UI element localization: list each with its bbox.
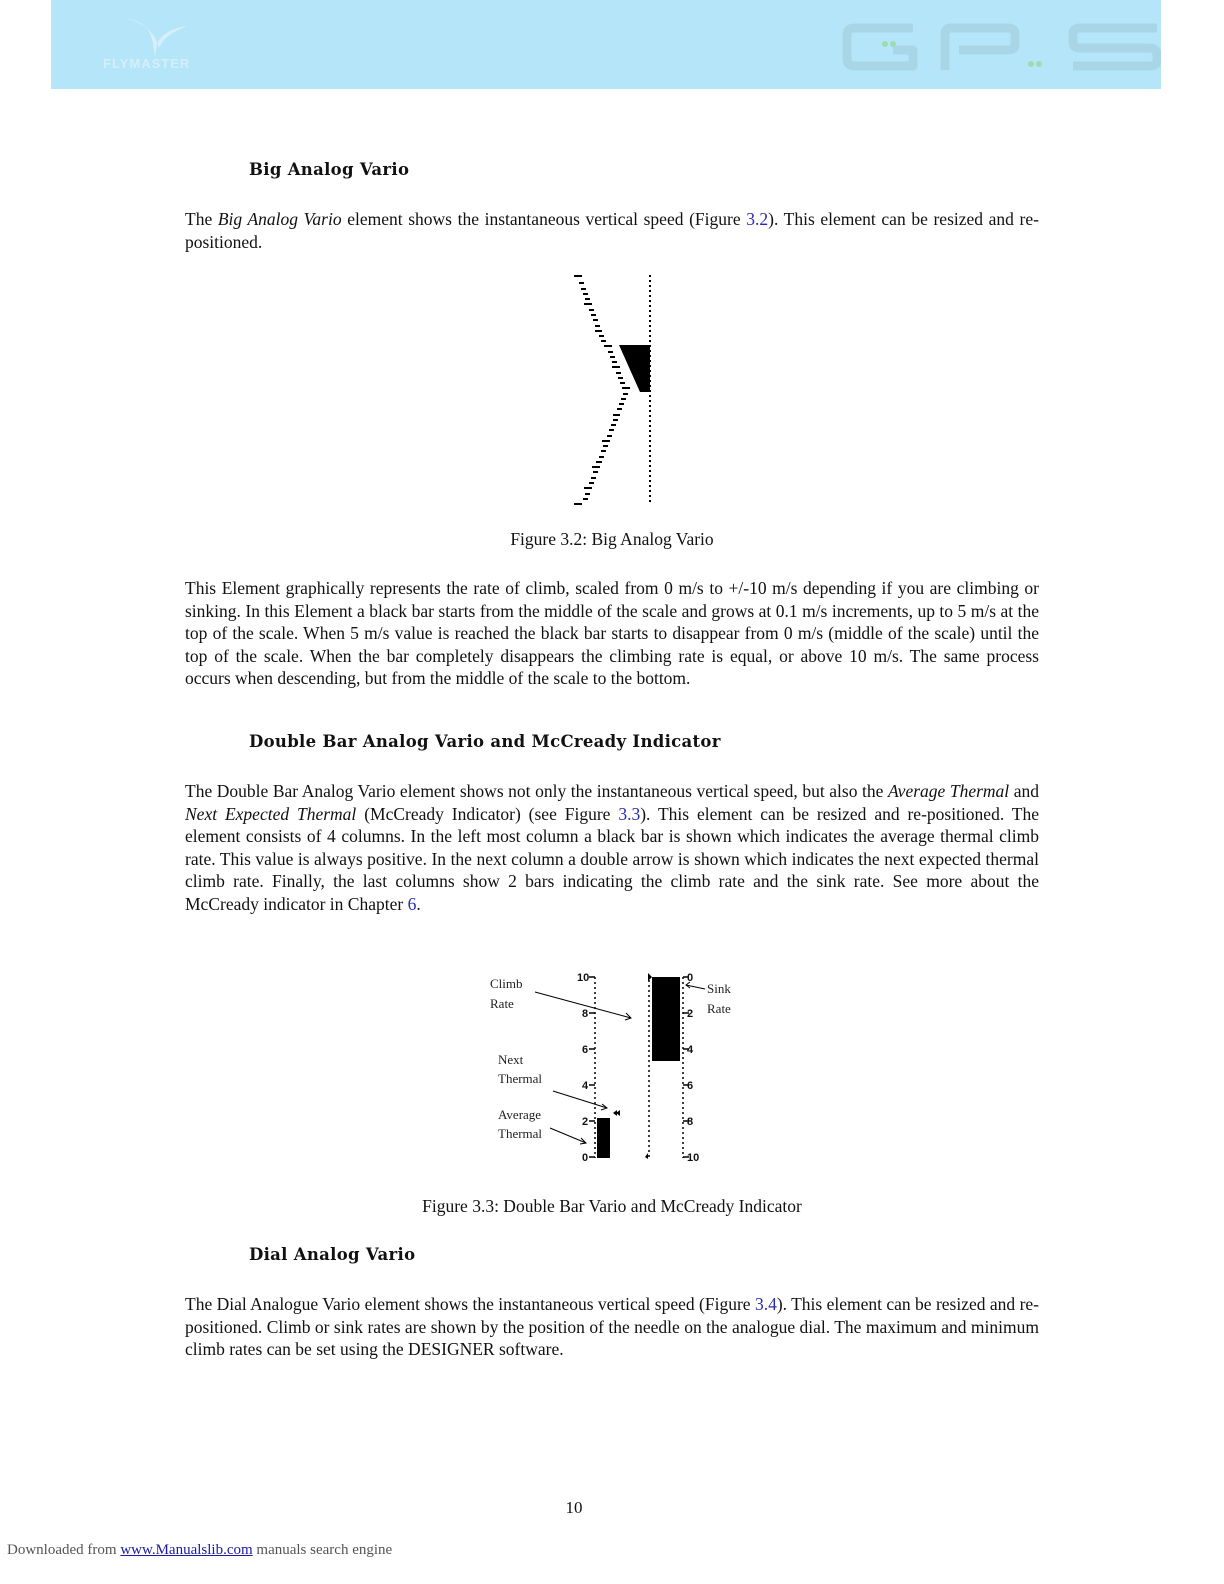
label-average: Average: [498, 1107, 542, 1122]
section-heading-double-bar-vario: Double Bar Analog Vario and McCready Indicator: [249, 732, 721, 751]
label-sink: Sink: [707, 981, 731, 996]
label-average-thermal: Thermal: [498, 1126, 543, 1141]
right-tick-2: 2: [687, 1008, 694, 1020]
italic-term: Average Thermal: [887, 781, 1010, 801]
double-bar-vario-figure: [485, 965, 745, 1170]
text: (McCready Indicator) (see Figure: [356, 803, 619, 824]
footer-suffix: manuals search engine: [252, 1542, 393, 1558]
italic-term: Next Expected Thermal: [185, 803, 357, 824]
right-tick-6: 6: [687, 1080, 694, 1092]
left-tick-4: 4: [582, 1080, 589, 1092]
figure-caption-3-2: Figure 3.2: Big Analog Vario: [510, 529, 714, 549]
text: ). This element can be resized and re-positioned.: [185, 209, 1039, 252]
figure-caption-3-3: Figure 3.3: Double Bar Vario and McCready Indicator: [422, 1196, 802, 1216]
left-tick-0: 0: [582, 1152, 589, 1164]
text: and: [1009, 781, 1039, 801]
text: The: [185, 209, 218, 229]
dial-analog-vario-description: [185, 1293, 1039, 1361]
label-climb-rate: Rate: [490, 996, 514, 1011]
italic-term: Big Analog Vario: [217, 209, 342, 229]
figure-link-3-3[interactable]: 3.3: [618, 803, 641, 824]
header-banner: [51, 0, 1161, 89]
big-analog-vario-intro: [185, 208, 1039, 253]
label-climb: Climb: [490, 976, 523, 991]
double-bar-vario-description: [185, 780, 1039, 915]
label-sink-rate: Rate: [707, 1001, 731, 1016]
text: .: [416, 893, 421, 914]
flymaster-bird-logo-icon: [121, 14, 191, 59]
section-heading-big-analog-vario: Big Analog Vario: [249, 160, 410, 179]
text: The Double Bar Analog Vario element shows not only the instantaneous vertical speed, but also the: [185, 781, 888, 801]
big-analog-vario-description: This Element graphically represents the rate of climb, scaled from 0 m/s to +/-10 m/s depending if you are climbing or sinking. In this Element a black bar starts from the middle of the scale and grows at 0.1 m/s increments, up to 5 m/s at the top of the scale. When 5 m/s value is reached the black bar starts to disappear from 0 m/s (middle of the scale) until the top of the scale. When the bar completely disappears the climbing rate is equal, or above 10 m/s. The same process occurs when descending, but from the middle of the scale to the bottom.: [185, 578, 1039, 688]
text: ). This element can be resized and re-positioned. The element consists of 4 columns. In the left most column a black bar is shown which indicates the average thermal climb rate. This value is always positive. In the next column a double arrow is shown which indicates the next expected thermal climb rate. Finally, the last columns show 2 bars indicating the climb rate and the sink rate. See more about the McCready indicator in Chapter: [185, 803, 1039, 914]
right-tick-0: 0: [687, 972, 694, 984]
figure-link-3-2[interactable]: 3.2: [746, 209, 769, 229]
left-tick-2: 2: [582, 1116, 589, 1128]
label-next: Next: [498, 1052, 524, 1067]
section-heading-dial-analog-vario: Dial Analog Vario: [249, 1245, 416, 1264]
text: element shows the instantaneous vertical speed (Figure: [341, 209, 747, 229]
left-tick-6: 6: [582, 1044, 589, 1056]
figure-link-3-4[interactable]: 3.4: [754, 1294, 777, 1314]
right-tick-8: 8: [687, 1116, 694, 1128]
text: ). This element can be resized and re-positioned. Climb or sink rates are shown by the position of the needle on the analogue dial. The maximum and minimum climb rates can be set using the DESIGNER software.: [185, 1294, 1039, 1359]
download-footer: [7, 1542, 392, 1559]
label-next-thermal: Thermal: [498, 1071, 543, 1086]
brand-logo-text: FLYMASTER: [103, 56, 191, 71]
right-tick-4: 4: [687, 1044, 694, 1056]
left-tick-10: 10: [577, 972, 590, 984]
text: The Dial Analogue Vario element shows the instantaneous vertical speed (Figure: [185, 1294, 755, 1314]
left-tick-8: 8: [582, 1008, 589, 1020]
big-analog-vario-figure: [565, 270, 665, 510]
manualslib-link[interactable]: www.Manualslib.com: [120, 1542, 253, 1558]
right-tick-10: 10: [687, 1152, 700, 1164]
gps-logo-icon: [841, 20, 1161, 72]
page-number: 10: [565, 1498, 583, 1517]
chapter-link-6[interactable]: 6: [407, 893, 417, 914]
footer-prefix: Downloaded from: [7, 1542, 121, 1558]
